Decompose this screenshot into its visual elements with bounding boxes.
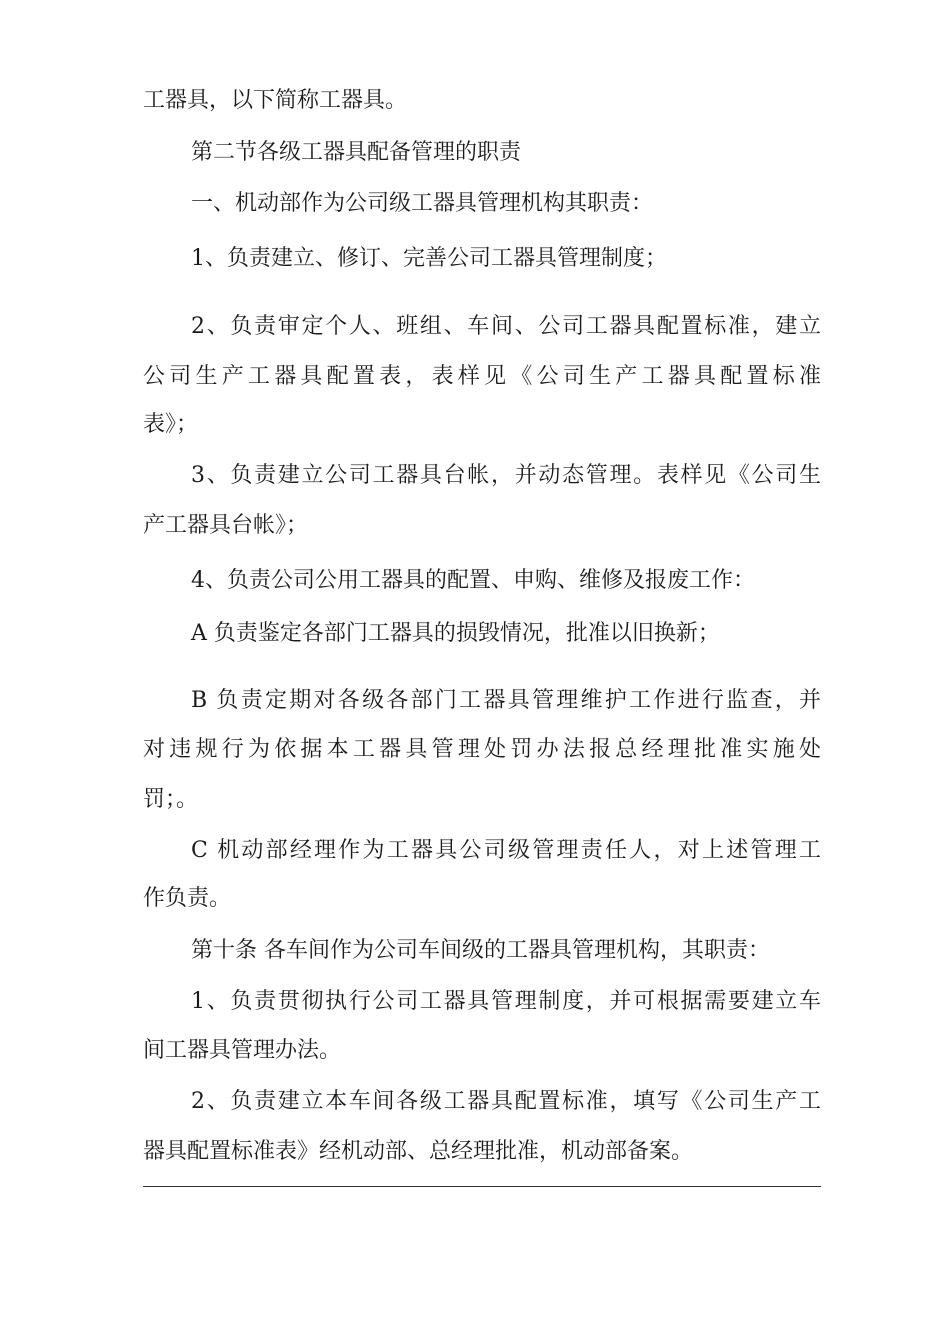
workshop-item-2-line-2: 器具配置标准表》经机动部、总经理批准，机动部备案。 [143,1139,694,1164]
sub-item-c-line-1: C 机动部经理作为工器具公司级管理责任人，对上述管理工 [191,838,821,863]
list-item-2-line-1: 2、负责审定个人、班组、车间、公司工器具配置标准，建立 [191,314,821,339]
list-item-4: 4、负责公司公用工器具的配置、申购、维修及报废工作： [191,568,755,593]
sub-item-b-line-1: B 负责定期对各级各部门工器具管理维护工作进行监查，并 [191,688,821,713]
list-item-3-line-1: 3、负责建立公司工器具台帐，并动态管理。表样见《公司生 [191,463,821,488]
sub-item-b-line-3: 罚；。 [143,787,199,812]
article-ten-heading: 第十条 各车间作为公司车间级的工器具管理机构，其职责： [191,938,770,963]
list-item-2-line-2: 公司生产工器具配置表，表样见《公司生产工器具配置标准 [143,364,821,389]
list-item-3-line-2: 产工器具台帐》； [143,513,309,538]
workshop-item-2-line-1: 2、负责建立本车间各级工器具配置标准，填写《公司生产工 [191,1089,821,1114]
text-line-continuation: 工器具，以下简称工器具。 [143,88,408,113]
subsection-heading: 一、机动部作为公司级工器具管理机构其职责： [191,191,654,216]
workshop-item-1-line-1: 1、负责贯彻执行公司工器具管理制度，并可根据需要建立车 [191,989,821,1014]
sub-item-a: A 负责鉴定各部门工器具的损毁情况，批准以旧换新； [191,621,720,646]
workshop-item-1-line-2: 间工器具管理办法。 [143,1038,342,1063]
sub-item-c-line-2: 作负责。 [143,886,232,911]
list-item-2-line-3: 表》； [143,412,199,437]
list-item-1: 1、负责建立、修订、完善公司工器具管理制度； [191,246,667,271]
section-heading: 第二节各级工器具配备管理的职责 [191,140,522,165]
sub-item-b-line-2: 对违规行为依据本工器具管理处罚办法报总经理批准实施处 [143,737,821,762]
footer-divider [143,1186,821,1187]
